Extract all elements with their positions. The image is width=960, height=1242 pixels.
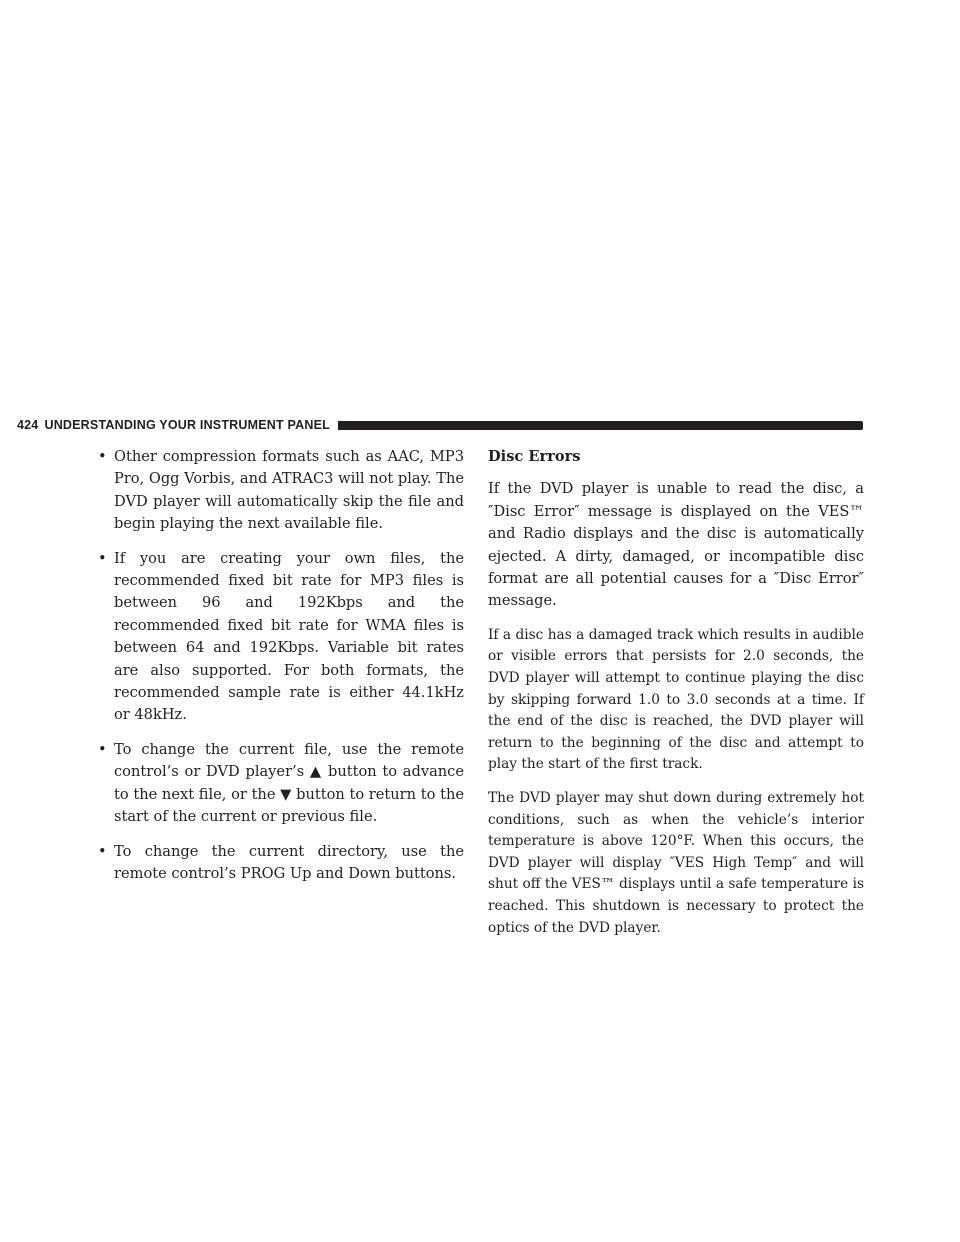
disc-errors-heading: Disc Errors — [488, 448, 581, 465]
page-header — [17, 418, 863, 432]
bullet-icon: • — [98, 842, 107, 860]
list-item-text: If you are creating your own files, the recommended fixed bit rate for MP3 files is between 96 and 192Kbps and the recommended fixed bit rate for WMA files is between 64 and 192Kbps. Variable bit rates are also supported. For both formats, the recommended sample rate is either 44.1kHz or 48kHz. — [114, 549, 464, 724]
paragraph: If the DVD player is unable to read the disc, a ″Disc Error″ message is displayed on the VES™ and Radio displays and the disc is automatically ejected. A dirty, damaged, or incompatible disc format are all potential causes for a ″Disc Error″ message. — [488, 480, 864, 610]
bullet-list — [96, 446, 464, 885]
list-item-text: To change the current directory, use the remote control’s PROG Up and Down buttons. — [114, 842, 464, 882]
section-title: UNDERSTANDING YOUR INSTRUMENT PANEL — [44, 418, 330, 432]
bullet-icon: • — [98, 448, 107, 465]
list-item — [96, 446, 464, 536]
paragraph: The DVD player may shut down during extremely hot conditions, such as when the vehicle’s interior temperature is above 120°F. When this occurs, the DVD player will display ″VES High Temp″ and will shut off the VES™ displays until a safe temperature is reached. This shutdown is necessary to protect the optics of the DVD player. — [488, 790, 864, 936]
list-item — [96, 841, 464, 886]
header-rule — [338, 421, 863, 430]
list-item-text: To change the current file, use the remote control’s or DVD player’s ▲ button to advance to the next file, or the ▼ button to return to the start of the current or previous file. — [114, 740, 464, 826]
bullet-icon: • — [98, 549, 107, 567]
bullet-icon: • — [98, 740, 107, 758]
list-item — [96, 548, 464, 727]
page-number: 424 — [17, 418, 39, 432]
paragraph: If a disc has a damaged track which results in audible or visible errors that persists for 2.0 seconds, the DVD player will attempt to continue playing the disc by skipping forward 1.0 to 3.0 seconds at a time. If the end of the disc is reached, the DVD player will return to the beginning of the disc and attempt to play the start of the first track. — [488, 626, 864, 773]
left-column — [96, 446, 464, 897]
right-column — [488, 446, 864, 951]
list-item-text: Other compression formats such as AAC, MP3 Pro, Ogg Vorbis, and ATRAC3 will not play. The DVD player will automatically skip the file and begin playing the next available file. — [114, 448, 464, 533]
list-item — [96, 739, 464, 829]
